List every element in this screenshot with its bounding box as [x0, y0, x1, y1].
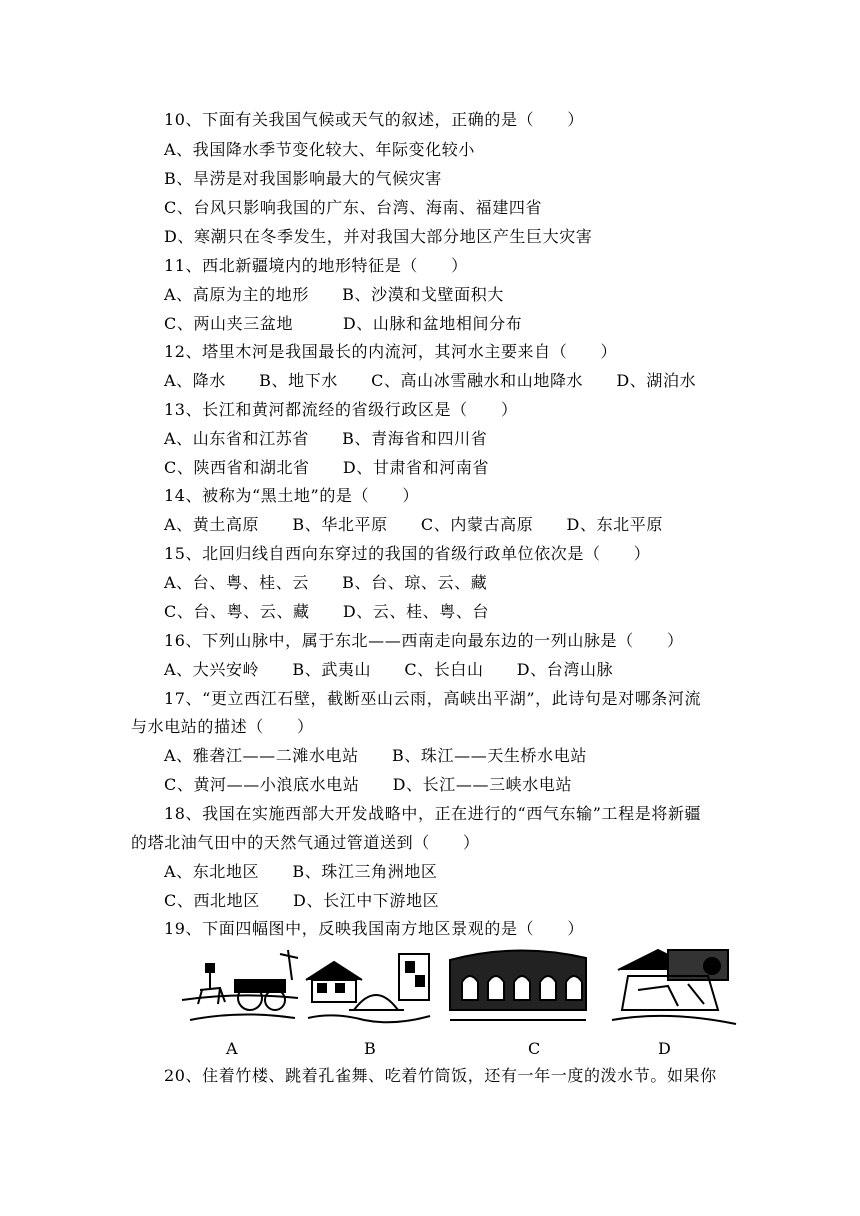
option: C、台、粤、云、藏 D、云、桂、粤、台 [164, 602, 490, 621]
option: C、两山夹三盆地 D、山脉和盆地相间分布 [164, 314, 523, 333]
picture-c-cave-dwellings [448, 940, 588, 1032]
picture-b-water-town [304, 940, 434, 1032]
question-13: 13、长江和黄河都流经的省级行政区是（ ） [164, 400, 518, 419]
question-17-cont: 与水电站的描述（ ） [131, 717, 314, 736]
question-20: 20、住着竹楼、跳着孔雀舞、吃着竹筒饭，还有一年一度的泼水节。如果你 [164, 1066, 717, 1085]
question-11: 11、西北新疆境内的地形特征是（ ） [164, 256, 468, 275]
question-19: 19、下面四幅图中，反映我国南方地区景观的是（ ） [164, 919, 584, 938]
option: A、降水 B、地下水 C、高山冰雪融水和山地降水 D、湖泊水 [164, 371, 697, 390]
picture-a-horse-cart [180, 940, 300, 1032]
option: A、东北地区 B、珠江三角洲地区 [164, 862, 438, 881]
question-16: 16、下列山脉中，属于东北——西南走向最东边的一列山脉是（ ） [164, 631, 684, 650]
picture-caption-b: B [364, 1039, 376, 1058]
question-12: 12、塔里木河是我国最长的内流河，其河水主要来自（ ） [164, 342, 618, 361]
option: A、高原为主的地形 B、沙漠和戈壁面积大 [164, 285, 504, 304]
option: C、台风只影响我国的广东、台湾、海南、福建四省 [164, 198, 543, 217]
option: A、黄土高原 B、华北平原 C、内蒙古高原 D、东北平原 [164, 515, 663, 534]
landscape-pictures [180, 940, 740, 1036]
picture-caption-d: D [658, 1039, 671, 1058]
picture-d-rural-scene [608, 940, 740, 1032]
option: D、寒潮只在冬季发生，并对我国大部分地区产生巨大灾害 [164, 227, 593, 246]
picture-caption-c: C [528, 1039, 541, 1058]
option: A、大兴安岭 B、武夷山 C、长白山 D、台湾山脉 [164, 660, 614, 679]
question-17: 17、“更立西江石壁，截断巫山云雨，高峡出平湖”，此诗句是对哪条河流 [164, 689, 702, 708]
option: A、我国降水季节变化较大、年际变化较小 [164, 140, 475, 159]
question-10: 10、下面有关我国气候或天气的叙述，正确的是（ ） [164, 110, 584, 129]
option: C、陕西省和湖北省 D、甘肃省和河南省 [164, 458, 490, 477]
option: C、西北地区 D、长江中下游地区 [164, 891, 440, 910]
option: A、台、粤、桂、云 B、台、琼、云、藏 [164, 573, 488, 592]
option: C、黄河——小浪底水电站 D、长江——三峡水电站 [164, 775, 573, 794]
question-15: 15、北回归线自西向东穿过的我国的省级行政单位依次是（ ） [164, 544, 651, 563]
option: B、旱涝是对我国影响最大的气候灾害 [164, 169, 442, 188]
option: A、山东省和江苏省 B、青海省和四川省 [164, 429, 488, 448]
question-14: 14、被称为“黑土地”的是（ ） [164, 486, 419, 505]
option: A、雅砻江——二滩水电站 B、珠江——天生桥水电站 [164, 746, 587, 765]
question-18-cont: 的塔北油气田中的天然气通过管道送到（ ） [131, 833, 480, 852]
picture-caption-a: A [226, 1039, 238, 1058]
question-18: 18、我国在实施西部大开发战略中，正在进行的“西气东输”工程是将新疆 [164, 804, 702, 823]
